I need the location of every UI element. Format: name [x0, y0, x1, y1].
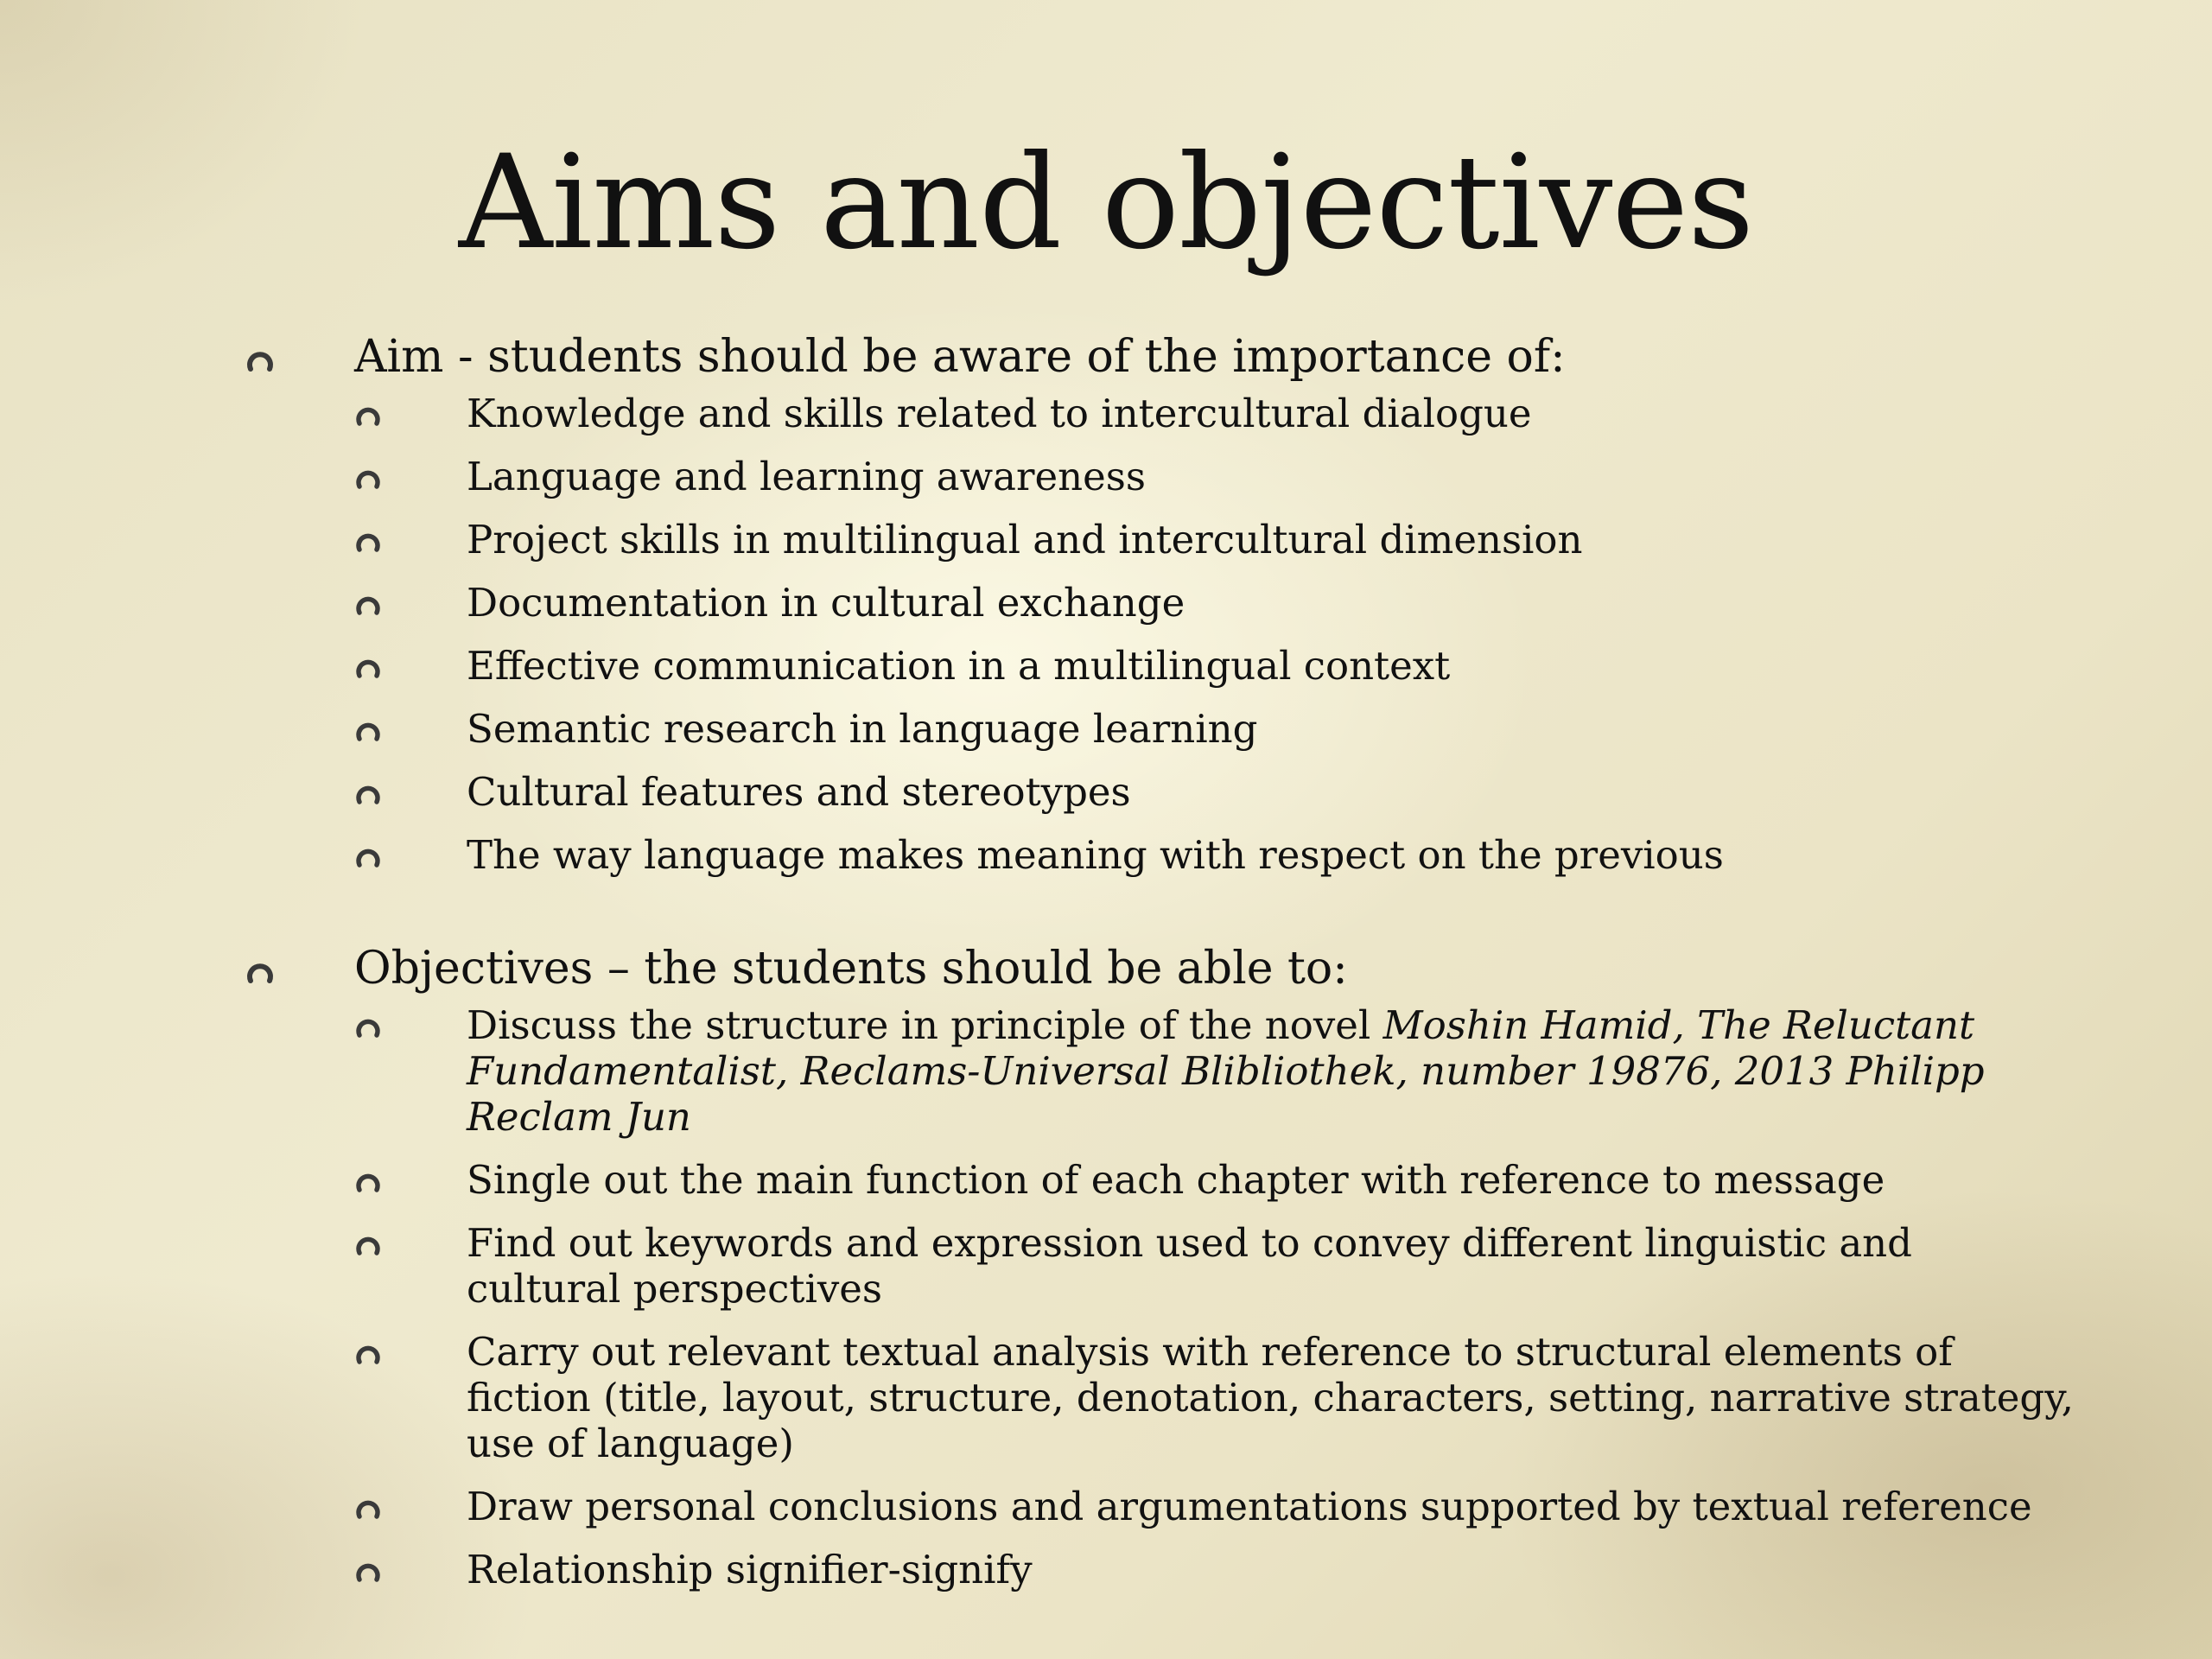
aim-heading: [233, 328, 2074, 385]
objectives-item-text: Carry out relevant textual analysis with reference to structural elements of fiction (title, layout, structure, denotation, characters, setting, narrative strategy, use of language): [467, 1329, 2074, 1466]
aim-heading-text: Aim - students should be aware of the importance of:: [354, 331, 1566, 383]
ring-bullet-icon: [245, 957, 275, 987]
objectives-item-text: Find out keywords and expression used to convey different linguistic and cultural perspectives: [467, 1220, 1912, 1312]
aim-list: [233, 391, 2074, 878]
objectives-item: [233, 1484, 2074, 1529]
aim-item-text: Semantic research in language learning: [467, 706, 1258, 752]
aim-item-text: Project skills in multilingual and intercultural dimension: [467, 517, 1583, 563]
aim-item: [233, 643, 2074, 689]
ring-bullet-icon: [354, 1231, 382, 1259]
ring-bullet-icon: [354, 717, 382, 745]
objectives-heading: [233, 940, 2074, 997]
ring-bullet-icon: [354, 465, 382, 493]
ring-bullet-icon: [354, 1168, 382, 1196]
slide-title: Aims and objectives: [458, 128, 1754, 278]
objectives-item-text: Discuss the structure in principle of the novel: [467, 1002, 1383, 1048]
aim-item-text: Effective communication in a multilingual context: [467, 643, 1451, 689]
objectives-item: [233, 1547, 2074, 1592]
aim-item: [233, 832, 2074, 878]
ring-bullet-icon: [354, 1014, 382, 1041]
aim-item: [233, 391, 2074, 436]
ring-bullet-icon: [354, 528, 382, 556]
aim-item: [233, 706, 2074, 752]
objectives-heading-text: Objectives – the students should be able to:: [354, 943, 1348, 995]
aim-item-text: The way language makes meaning with respect on the previous: [467, 832, 1724, 878]
ring-bullet-icon: [354, 843, 382, 871]
aim-item: [233, 580, 2074, 626]
objectives-item: [233, 1157, 2074, 1203]
ring-bullet-icon: [354, 402, 382, 429]
objectives-item-text: Draw personal conclusions and argumentations supported by textual reference: [467, 1484, 2032, 1529]
aim-item: [233, 769, 2074, 815]
objectives-item: [233, 1329, 2074, 1466]
group-spacer: [233, 895, 2074, 940]
ring-bullet-icon: [354, 1340, 382, 1368]
slide-content: [233, 328, 2074, 1610]
aim-item-text: Cultural features and stereotypes: [467, 769, 1131, 815]
aim-item-text: Knowledge and skills related to intercultural dialogue: [467, 391, 1532, 436]
ring-bullet-icon: [354, 780, 382, 808]
novel-citation: Moshin Hamid, The Reluctant Fundamentalist, Reclams-Universal Blibliothek, number 19876, 2013 Philipp Reclam Jun: [467, 1002, 1985, 1140]
objectives-item: [233, 1220, 2074, 1312]
ring-bullet-icon: [245, 346, 275, 375]
ring-bullet-icon: [354, 591, 382, 619]
objectives-item-text: Relationship signifier-signify: [467, 1547, 1033, 1592]
objectives-item: [233, 1002, 2074, 1140]
objectives-item-text: Single out the main function of each chapter with reference to message: [467, 1157, 1885, 1203]
aim-item-text: Documentation in cultural exchange: [467, 580, 1185, 626]
ring-bullet-icon: [354, 1495, 382, 1522]
objectives-list: [233, 1002, 2074, 1592]
ring-bullet-icon: [354, 654, 382, 682]
aim-item: [233, 454, 2074, 499]
aim-item-text: Language and learning awareness: [467, 454, 1146, 499]
ring-bullet-icon: [354, 1558, 382, 1586]
aim-item: [233, 517, 2074, 563]
